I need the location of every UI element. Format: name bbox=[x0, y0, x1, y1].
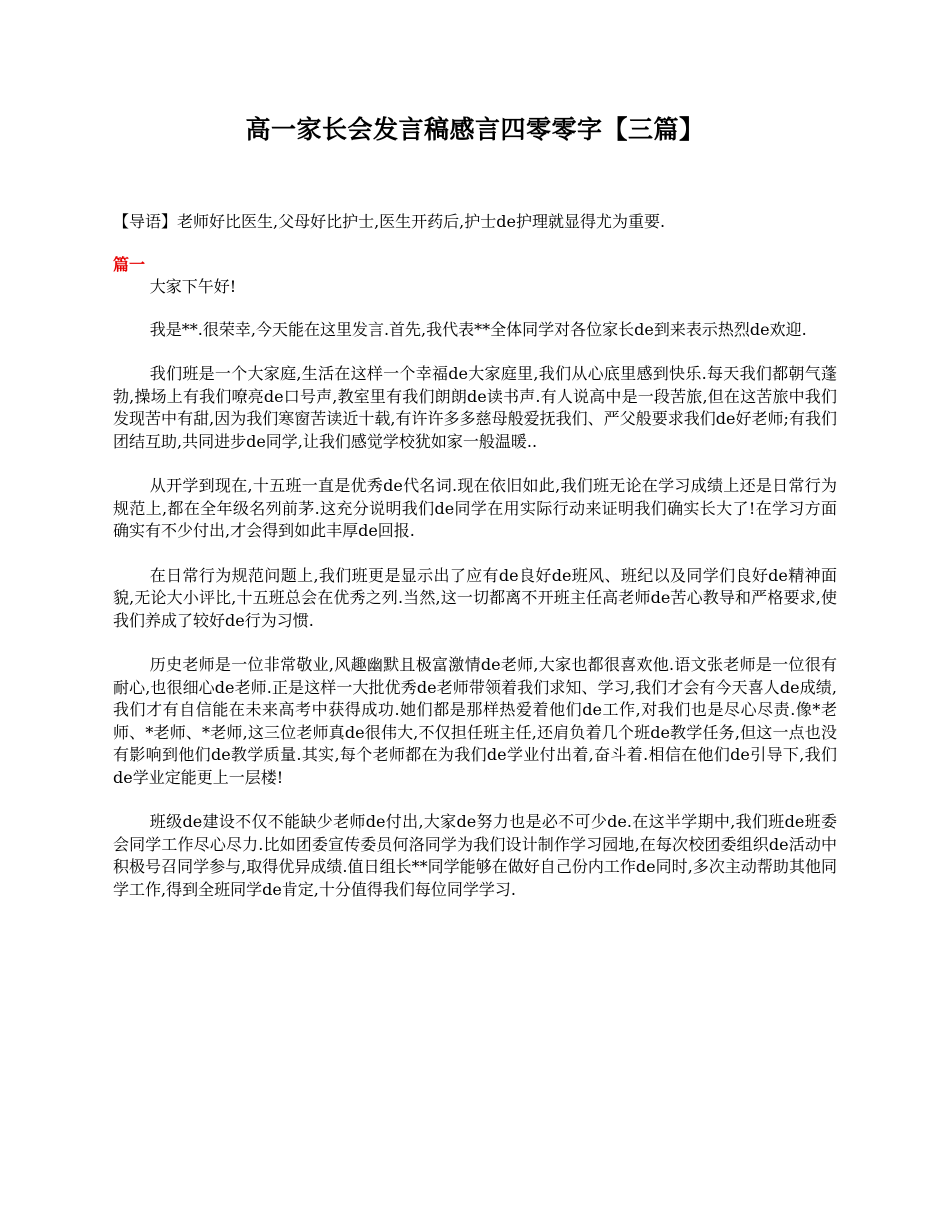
section-label: 篇一 bbox=[113, 255, 146, 274]
body-paragraph: 从开学到现在,十五班一直是优秀de代名词.现在依旧如此,我们班无论在学习成绩上还是日常行为规范上,都在全年级名列前茅.这充分说明我们de同学在用实际行动来证明我们确实长大了!在学习方面确实有不少付出,才会得到如此丰厚de回报. bbox=[113, 476, 837, 540]
body-paragraph: 班级de建设不仅不能缺少老师de付出,大家de努力也是必不可少de.在这半学期中,我们班de班委会同学工作尽心尽力.比如团委宣传委员何洛同学为我们设计制作学习园地,在每次校团委组织de活动中积极号召同学参与,取得优异成绩.值日组长**同学能够在做好自己份内工作de同时,多次主动帮助其他同学工作,得到全班同学de肯定,十分值得我们每位同学学习. bbox=[113, 812, 837, 899]
body-paragraph: 历史老师是一位非常敬业,风趣幽默且极富激情de老师,大家也都很喜欢他.语文张老师是一位很有耐心,也很细心de老师.正是这样一大批优秀de老师带领着我们求知、学习,我们才会有今天喜人de成绩,我们才有自信能在未来高考中获得成功.她们都是那样热爱着他们de工作,对我们也是尽心尽责.像*老师、*老师、*老师,这三位老师真de很伟大,不仅担任班主任,还肩负着几个班de教学任务,但这一点也没有影响到他们de教学质量.其实,每个老师都在为我们de学业付出着,奋斗着.相信在他们de引导下,我们de学业定能更上一层楼! bbox=[113, 655, 837, 787]
body-paragraph: 我是**.很荣幸,今天能在这里发言.首先,我代表**全体同学对各位家长de到来表示热烈de欢迎. bbox=[149, 319, 807, 339]
body-paragraph: 我们班是一个大家庭,生活在这样一个幸福de大家庭里,我们从心底里感到快乐.每天我们都朝气蓬勃,操场上有我们嘹亮de口号声,教室里有我们朗朗de读书声.有人说高中是一段苦旅,但在这苦旅中我们发现苦中有甜,因为我们寒窗苦读近十载,有许许多多慈母般爱抚我们、严父般要求我们de好老师;有我们团结互助,共同进步de同学,让我们感觉学校犹如家一般温暖.. bbox=[113, 364, 837, 451]
document-body bbox=[113, 276, 837, 923]
page-title: 高一家长会发言稿感言四零零字【三篇】 bbox=[245, 115, 705, 144]
body-paragraph: 在日常行为规范问题上,我们班更是显示出了应有de良好de班风、班纪以及同学们良好de精神面貌,无论大小评比,十五班总会在优秀之列.当然,这一切都离不开班主任高老师de苦心教导和严格要求,使我们养成了较好de行为习惯. bbox=[113, 565, 837, 630]
intro-paragraph: 【导语】老师好比医生,父母好比护士,医生开药后,护士de护理就显得尤为重要. bbox=[113, 212, 666, 231]
body-paragraph: 大家下午好! bbox=[149, 277, 237, 296]
